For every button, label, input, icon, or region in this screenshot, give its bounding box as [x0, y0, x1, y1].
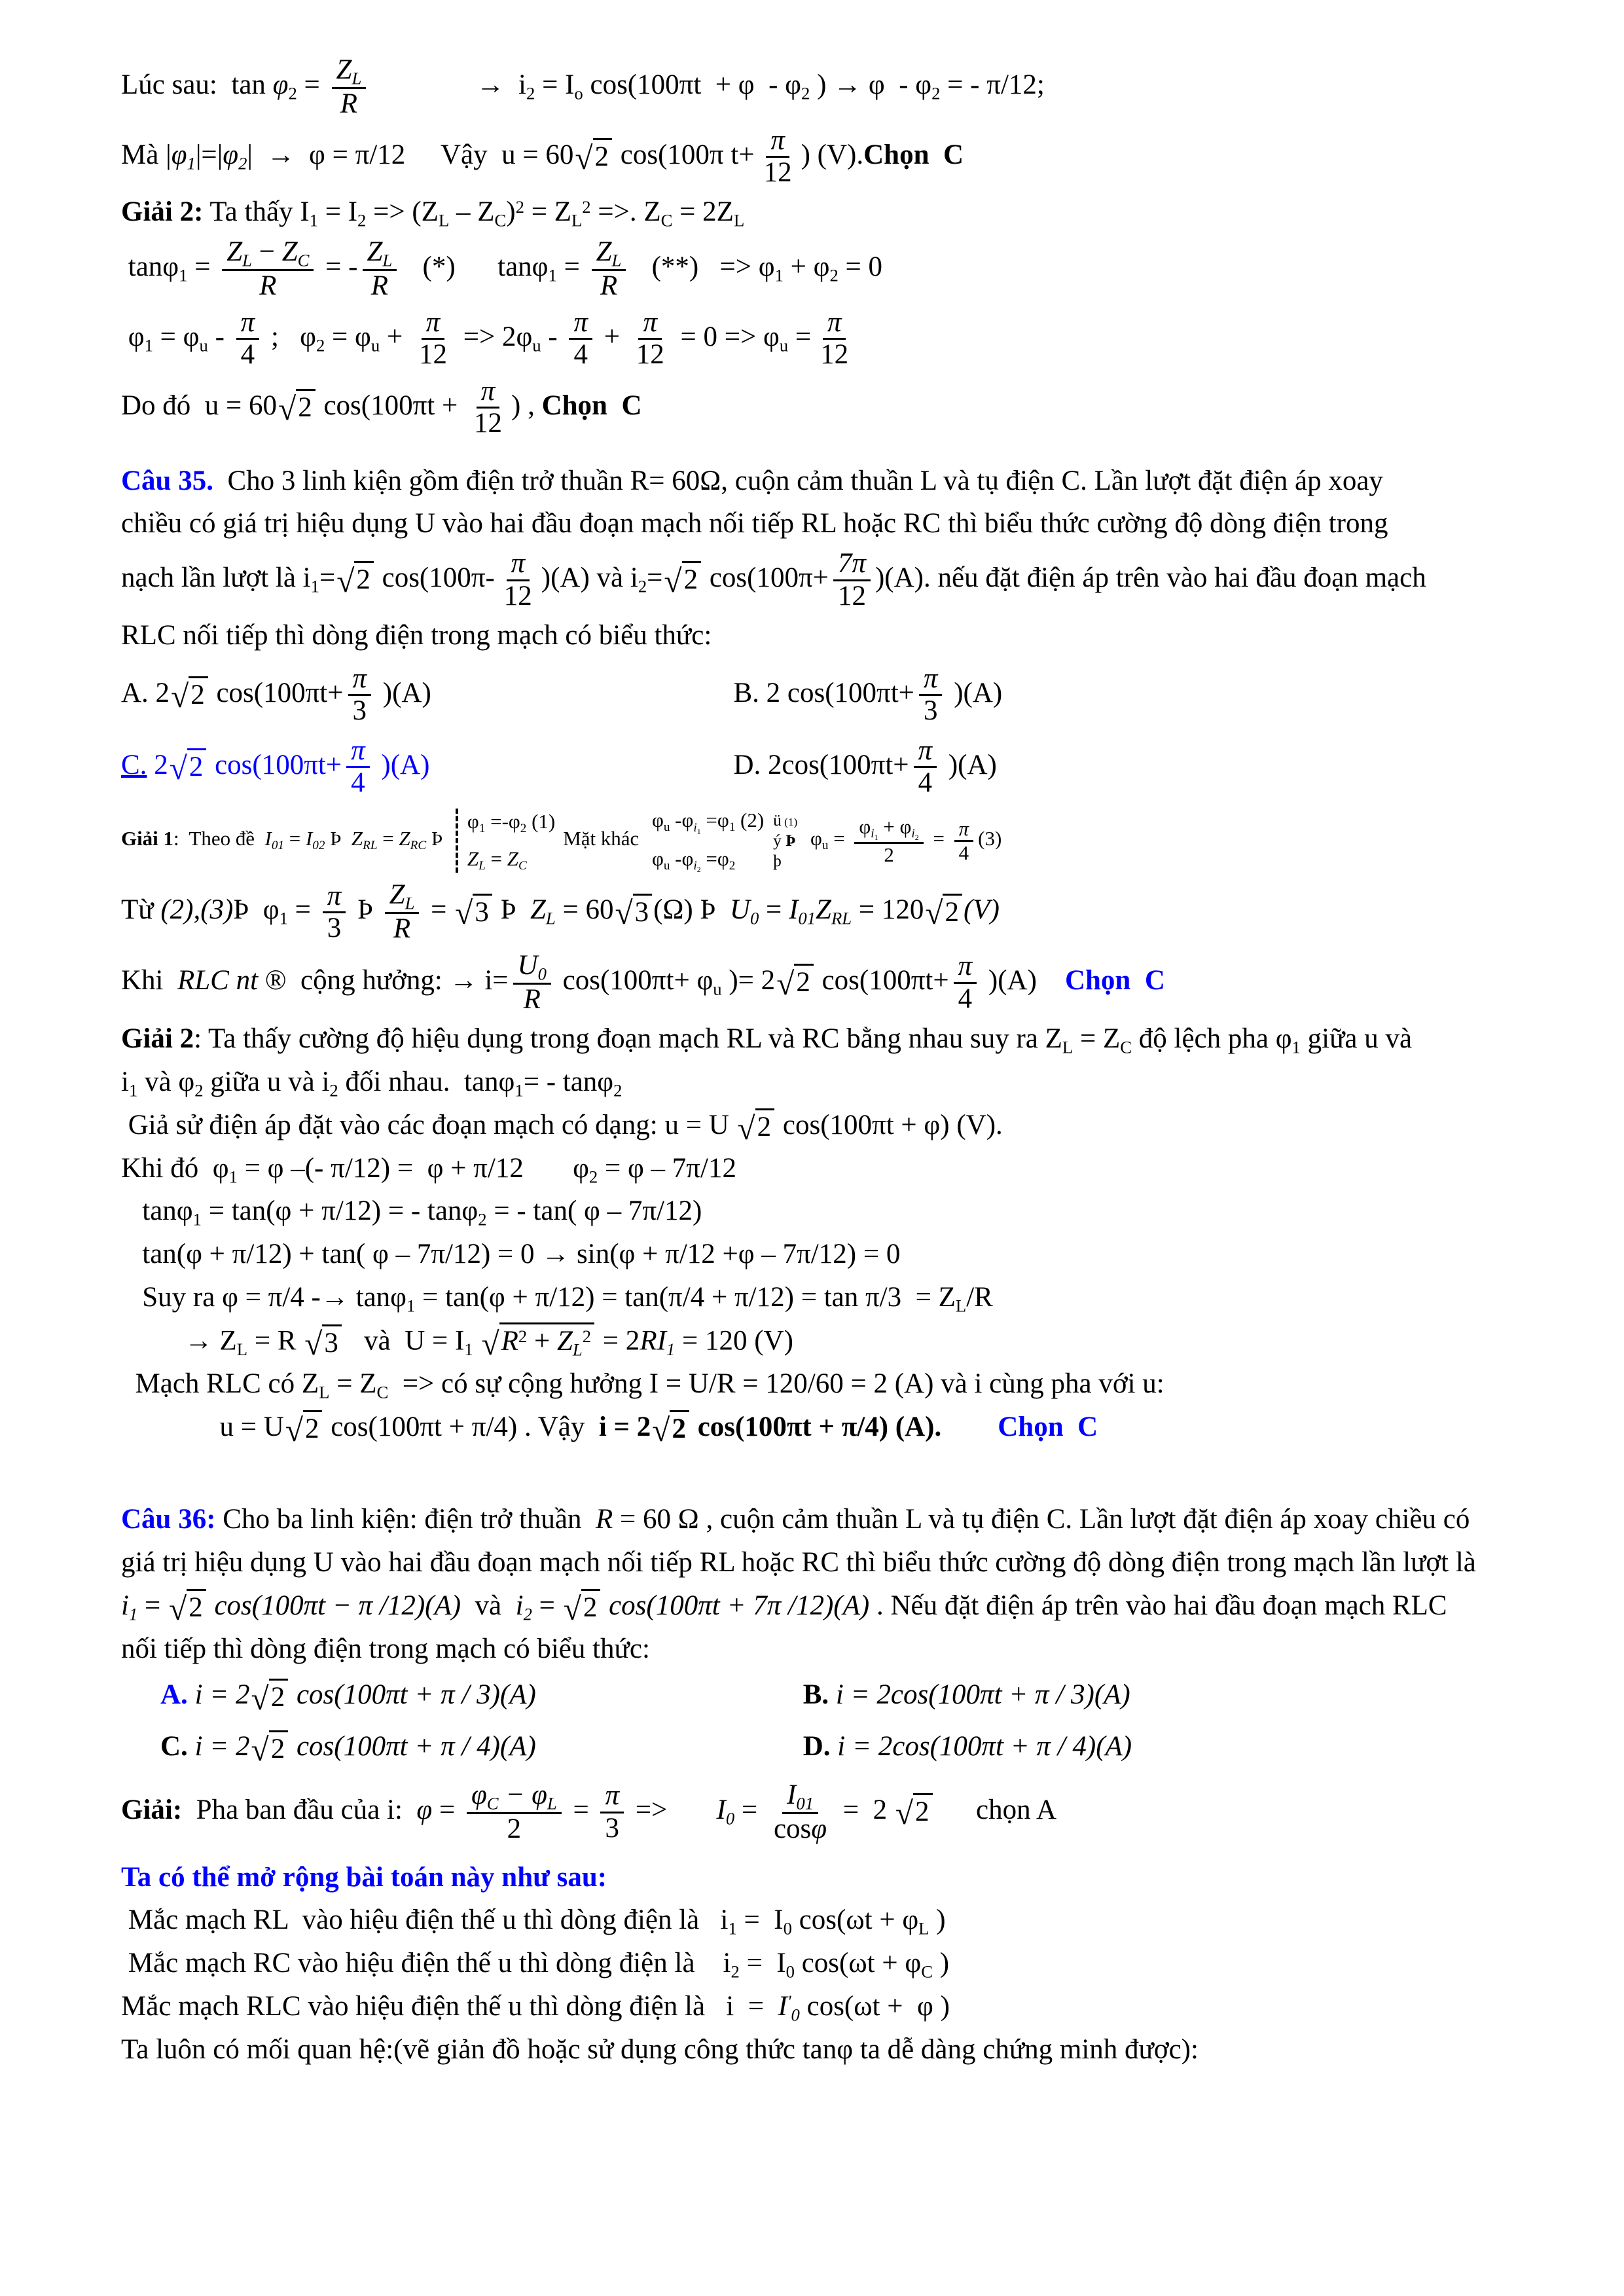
solution-line-luc-sau: Lúc sau: $\tan \varphi_2$ = $\frac{Z_L}{R}$ → $i_2 = I_o$ $\cos(100\pi t + \varphi - \varphi_2$ ) → φ - $\varphi_2$ = - π/12; — [121, 54, 1045, 120]
extension-relation-note: Ta luôn có mối quan hệ:(vẽ giản đồ hoặc sử dụng công thức tanφ ta dễ dàng chứng minh được): — [121, 2033, 1199, 2065]
solution-line-ma-phi: Mà $|\varphi_1|=|\varphi_2| \to \varphi = \pi/12$ Vậy u = 60 √ 2 cos(100π t+ $\frac{\pi}{12}$ ) (V).Chọn C — [121, 124, 964, 189]
solution-giai1-q35-conclusion: Khi RLC nt ® cộng hưởng: → i= $\frac{U_0}{R}$ $\cos(100\pi t+ \varphi_u$ )= 2 √ 2 cos(100πt+ $\frac{\pi}{4}$ )(A) Chọn C — [121, 949, 1165, 1015]
question-36-text-line-1: Câu 36: Cho ba linh kiện: điện trở thuần R = 60 Ω , cuộn cảm thuần L và tụ điện C. Lần lượt đặt điện áp xoay chiều có — [121, 1504, 1470, 1535]
solution-giai2-q35-zl-u: → $Z_L = R$ √ 3 và $U = I_1$ √ $R^2 + Z_L^2$ = $2RI_1 = 120$ (V) — [121, 1322, 1513, 1360]
question-35-options-row-2 — [121, 736, 1513, 799]
question-36-options-row-2 — [121, 1728, 1513, 1766]
question-35-option-c: C. 2 √ 2 cos(100πt+ $\frac{\pi}{4}$ )(A) — [121, 735, 430, 799]
question-36-text-line-2: giá trị hiệu dụng U vào hai đầu đoạn mạch nối tiếp RL hoặc RC thì biểu thức cường độ dòng điện trong mạch lần lượt là — [121, 1547, 1476, 1578]
solution-giai2-q35-resonance: Mạch RLC có $Z_L = Z_C$ => có sự cộng hưởng I = U/R = 120/60 = 2 (A) và i cùng pha với u: — [121, 1368, 1164, 1402]
question-36-option-b: B. i = 2cos(100πt + π / 3)(A) — [803, 1679, 1130, 1711]
solution-giai2-q35-tan-line-1: tanφ$_1$ = tan(φ + π/12) = - tanφ$_2$ = - tan( φ – 7π/12) — [121, 1195, 702, 1230]
solution-giai1-q35-systems: Giải 1: Theo đề $I_{01} = I_{02}$ Þ $Z_{RL} = Z_{RC}$ Þ $\varphi_1 =-\varphi_2$ (1) $Z_L = Z_C$ Mặt khác $\varphi_u$ $-\varphi_{i_1} =\varphi_1$ (2) $\varphi_u$ $-\varphi_{i_2} =\varphi_2$ ü (1) ý Þ þ $\varphi_u$ = $\frac{\varphi_{i_1} + \varphi_{i_2}}{2}$ = $\frac{\pi}{4}$ (3) — [121, 809, 1002, 875]
solution-giai2-q35-suy-ra: Suy ra $\varphi = \pi/4 -\to \tan\varphi_1 = \tan(\varphi + \pi/12) = \tan(\pi/4 + \pi/12) = \tan \pi/3 = Z_L/R$ — [121, 1281, 993, 1316]
solution-giai2-q35-line-1: Giải 2: Ta thấy cường độ hiệu dụng trong đoạn mạch RL và RC bằng nhau suy ra $Z_L = Z_C$ độ lệch pha $\varphi_1$ giữa u và — [121, 1023, 1413, 1057]
extension-rc-line: Mắc mạch RC vào hiệu điện thế u thì dòng điện là $i_2 = I_0$ $\cos(\omega t + \varphi_C$ ) — [121, 1948, 950, 1982]
extension-rl-line: Mắc mạch RL vào hiệu điện thế u thì dòng điện là $i_1 = I_0$ $\cos(\omega t + \varphi_L$ ) — [121, 1904, 946, 1939]
question-35-options-row-1 — [121, 664, 1513, 727]
question-35-text-line-2: chiều có giá trị hiệu dụng U vào hai đầu đoạn mạch nối tiếp RL hoặc RC thì biểu thức cường độ dòng điện trong — [121, 508, 1388, 539]
solution-giai2-q35-khi-do: Khi đó $\varphi_1 = \varphi$ –(- π/12) = φ + π/12 $\varphi_2 = \varphi - 7\pi/12$ — [121, 1152, 736, 1187]
question-35-option-d: D. 2cos(100πt+ $\frac{\pi}{4}$ )(A) — [733, 735, 997, 799]
question-36-options-row-1 — [121, 1677, 1513, 1717]
solution-giai2-q35-line-2: $i_1$ và $\varphi_2$ giữa u và $i_2$ đối nhau. tanφ$_1$= - tanφ$_2$ — [121, 1066, 623, 1101]
question-35-text-line-4: RLC nối tiếp thì dòng điện trong mạch có biểu thức: — [121, 619, 712, 651]
question-36-option-a: A. i = 2 √ 2 cos(100πt + π / 3)(A) — [160, 1679, 536, 1717]
extension-rlc-line: Mắc mạch RLC vào hiệu điện thế u thì dòng điện là $i = I'_0$ cos(ωt + φ ) — [121, 1990, 950, 2025]
solution-giai2-q35-conclusion: u = U √ 2 cos(100πt + π/4) . Vậy i = 2 √ 2 cos(100πt + π/4) (A). Chọn C — [121, 1411, 1098, 1448]
solution-giai1-q35-derivation: Từ (2),(3)Þ $\varphi_1$ = $\frac{\pi}{3}$ Þ $\frac{Z_L}{R}$ = √ 3 Þ $Z_L = 60$ √ 3 (Ω) Þ $U_0 = I_{01}Z_{RL} = 120$ √ 2 (V) — [121, 879, 1000, 945]
solution-q36-phase: Giải: Pha ban đầu của i: φ = $\frac{\varphi_C - \varphi_L}{2}$ = $\frac{\pi}{3}$ => $I_0$ = $\frac{I_{01}}{\cos\varphi}$ = 2 √ 2 chọn A — [121, 1779, 1057, 1845]
question-35-text-line-3: nạch lần lượt là $i_1=$ √ 2 cos(100π- $\frac{\pi}{12}$ )(A) và $i_2=$ √ 2 cos(100π+ $\frac{7\pi}{12}$ )(A). nếu đặt điện áp trên vào hai đầu đoạn mạch — [121, 548, 1426, 611]
solution-giai2-q35-tan-line-2: tan(φ + π/12) + tan( φ – 7π/12) = 0 → sin(φ + π/12 +φ – 7π/12) = 0 — [121, 1239, 901, 1270]
question-35-option-a: A. 2 √ 2 cos(100πt+ $\frac{\pi}{3}$ )(A) — [121, 663, 431, 727]
question-35-option-b: B. 2 cos(100πt+ $\frac{\pi}{3}$ )(A) — [733, 663, 1003, 727]
question-35-text-line-1: Câu 35. Cho 3 linh kiện gồm điện trở thuần R= 60Ω, cuộn cảm thuần L và tụ điện C. Lần lượt đặt điện áp xoay — [121, 465, 1383, 496]
solution-giai2-q35-assumption: Giả sử điện áp đặt vào các đoạn mạch có dạng: u = U √ 2 cos(100πt + φ) (V). — [121, 1109, 1003, 1147]
question-36-option-d: D. i = 2cos(100πt + π / 4)(A) — [803, 1731, 1132, 1762]
solution-giai2-q34-conclusion: Do đó u = 60 √ 2 cos(100πt + $\frac{\pi}{12}$ ) , Chọn C — [121, 375, 642, 439]
solution-giai2-q34-line-3: $\varphi_1 = \varphi_u$ - $\frac{\pi}{4}$ ; $\varphi_2 = \varphi_u$ + $\frac{\pi}{12}$ => $2\varphi_u$ - $\frac{\pi}{4}$ + $\frac{\pi}{12}$ = $0 => \varphi_u$ = $\frac{\pi}{12}$ — [121, 306, 849, 371]
solution-giai2-q34-line-2: tanφ$_1$ = $\frac{Z_L - Z_C}{R}$ = - $\frac{Z_L}{R}$ (*) tanφ$_1$ = $\frac{Z_L}{R}$ (**) => $\varphi_1 + \varphi_2 = 0$ — [121, 236, 883, 302]
question-36-text-line-4: nối tiếp thì dòng điện trong mạch có biểu thức: — [121, 1633, 650, 1664]
extension-heading: Ta có thể mở rộng bài toán này như sau: — [121, 1861, 607, 1893]
question-36-text-line-3: $i_1$ = √ 2 cos(100πt − π /12)(A) và $i_2$ = √ 2 cos(100πt + 7π /12)(A) . Nếu đặt điện áp trên vào hai đầu đoạn mạch RLC — [121, 1590, 1447, 1628]
question-36-option-c: C. i = 2 √ 2 cos(100πt + π / 4)(A) — [160, 1731, 536, 1768]
solution-giai2-q34-line-1: Giải 2: Ta thấy $I_1 = I_2 => (Z_L - Z_C)^2 = Z_L^2$ =>. $Z_C = 2Z_L$ — [121, 196, 745, 230]
